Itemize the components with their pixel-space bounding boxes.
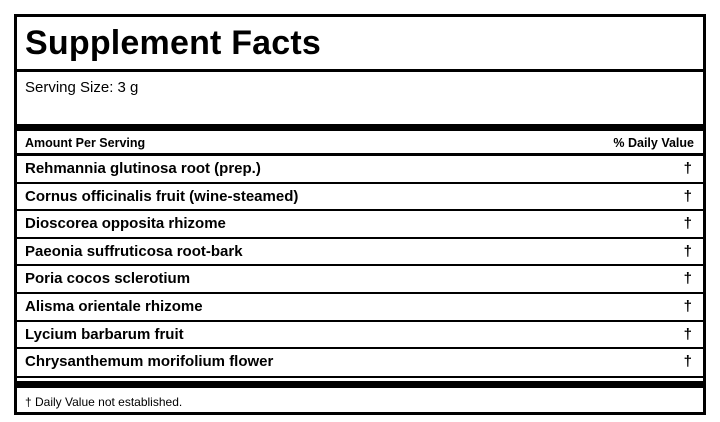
ingredient-name: Chrysanthemum morifolium flower bbox=[25, 353, 274, 371]
daily-value-footnote: † Daily Value not established. bbox=[25, 395, 183, 409]
ingredient-row bbox=[17, 322, 703, 350]
column-header-row bbox=[17, 131, 703, 153]
ingredient-row bbox=[17, 239, 703, 267]
daily-value-mark: † bbox=[683, 270, 692, 288]
thick-divider-bottom bbox=[17, 381, 703, 388]
ingredient-name: Poria cocos sclerotium bbox=[25, 270, 191, 288]
ingredient-name: Rehmannia glutinosa root (prep.) bbox=[25, 160, 261, 177]
ingredient-name: Lycium barbarum fruit bbox=[25, 325, 184, 343]
ingredient-name: Paeonia suffruticosa root-bark bbox=[25, 242, 243, 260]
ingredient-row bbox=[17, 184, 703, 212]
ingredient-row bbox=[17, 266, 703, 294]
thin-divider-bottom bbox=[17, 376, 703, 378]
ingredient-name: Cornus officinalis fruit (wine-steamed) bbox=[25, 187, 299, 205]
daily-value-mark: † bbox=[683, 297, 692, 315]
title-divider bbox=[17, 69, 703, 72]
ingredient-list bbox=[17, 156, 703, 377]
ingredient-row bbox=[17, 349, 703, 377]
label-title: Supplement Facts bbox=[25, 24, 322, 62]
supplement-facts-label bbox=[14, 14, 706, 415]
daily-value-mark: † bbox=[683, 215, 692, 233]
ingredient-name: Alisma orientale rhizome bbox=[25, 297, 203, 315]
daily-value-header: % Daily Value bbox=[613, 136, 694, 150]
ingredient-row bbox=[17, 156, 703, 184]
daily-value-mark: † bbox=[683, 353, 692, 371]
amount-per-serving-header: Amount Per Serving bbox=[25, 136, 146, 150]
ingredient-name: Dioscorea opposita rhizome bbox=[25, 215, 226, 233]
daily-value-mark: † bbox=[683, 242, 692, 260]
ingredient-row bbox=[17, 211, 703, 239]
daily-value-mark: † bbox=[683, 325, 692, 343]
serving-size: Serving Size: 3 g bbox=[25, 79, 139, 96]
thick-divider-top bbox=[17, 124, 703, 131]
ingredient-row bbox=[17, 294, 703, 322]
daily-value-mark: † bbox=[683, 160, 692, 177]
daily-value-mark: † bbox=[683, 187, 692, 205]
